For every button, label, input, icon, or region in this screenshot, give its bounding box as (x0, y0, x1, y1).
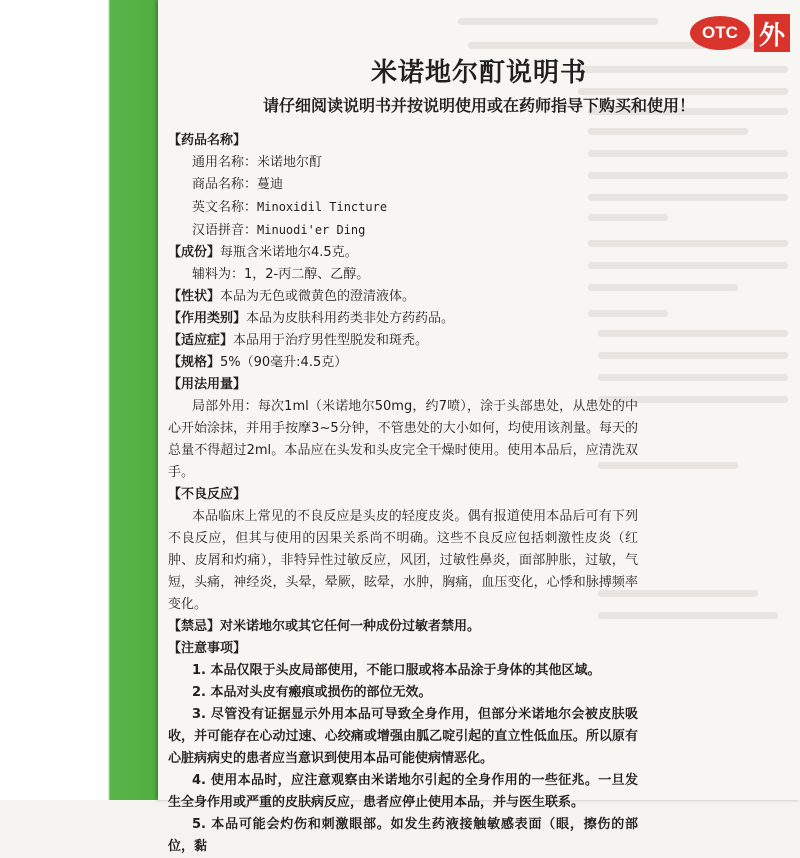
section-category (168, 308, 638, 330)
section-heading-precautions: 【注意事项】 (168, 641, 247, 656)
pinyin-name: Minuodi'er Ding (257, 223, 366, 237)
section-heading-composition: 【成份】 (168, 245, 221, 260)
trade-name: 商品名称：蔓迪 (192, 177, 284, 192)
section-heading-adverse: 【不良反应】 (168, 487, 247, 502)
leaflet-sheet (158, 0, 800, 854)
section-heading-properties: 【性状】 (168, 289, 221, 304)
precaution-item: 4. 使用本品时，应注意观察由米诺地尔引起的全身作用的一些征兆。一旦发生全身作用或严重的皮肤病反应，患者应停止使用本品，并与医生联系。 (168, 773, 638, 810)
category-text: 本品为皮肤科用药类非处方药药品。 (246, 311, 455, 326)
section-heading-dosage: 【用法用量】 (168, 377, 247, 392)
precaution-item: 2. 本品对头皮有瘢痕或损伤的部位无效。 (192, 685, 432, 700)
section-properties (168, 286, 638, 308)
green-side-strip (0, 0, 158, 800)
section-heading-specification: 【规格】 (168, 355, 221, 370)
properties-text: 本品为无色或微黄色的澄清液体。 (220, 289, 416, 304)
section-heading-drug-name: 【药品名称】 (168, 133, 247, 148)
generic-name: 通用名称：米诺地尔酊 (192, 155, 323, 170)
external-use-mark: 外 (754, 14, 790, 52)
precaution-item: 3. 尽管没有证据显示外用本品可导致全身作用，但部分米诺地尔会被皮肤吸收，并可能存在心动过速、心绞痛或增强由胍乙啶引起的直立性低血压。所以原有心脏病病史的患者应当意识到使用本品可能使病情恶化。 (168, 707, 638, 766)
leaflet-content (168, 130, 638, 858)
precaution-item: 1. 本品仅限于头皮局部使用，不能口服或将本品涂于身体的其他区域。 (192, 663, 601, 678)
pinyin-name-row (168, 219, 638, 242)
otc-logo: OTC (690, 16, 750, 50)
section-indications (168, 330, 638, 352)
document-subtitle: 请仔细阅读说明书并按说明使用或在药师指导下购买和使用！ (262, 96, 695, 115)
pinyin-name-label: 汉语拼音： (192, 223, 258, 238)
otc-badge (690, 14, 790, 52)
indications-text: 本品用于治疗男性型脱发和斑秃。 (233, 333, 429, 348)
english-name-label: 英文名称： (192, 200, 258, 215)
section-heading-indications: 【适应症】 (168, 333, 234, 348)
section-contraindications (168, 616, 638, 638)
section-composition (168, 242, 638, 264)
section-heading-contraindications: 【禁忌】 (168, 619, 221, 634)
adverse-text: 本品临床上常见的不良反应是头皮的轻度皮炎。偶有报道使用本品后可有下列不良反应，但其与使用的因果关系尚不明确。这些不良反应包括刺激性皮炎（红肿、皮屑和灼痛），非特异性过敏反应，风团，过敏性鼻炎，面部肿胀，过敏，气短，头痛，神经炎，头晕，晕厥，眩晕，水肿，胸痛，血压变化，心悸和脉搏频率变化。 (168, 509, 638, 612)
specification-text: 5%（90毫升:4.5克） (220, 355, 348, 370)
document-title: 米诺地尔酊说明书 (370, 58, 587, 88)
contraindications-text: 对米诺地尔或其它任何一种成份过敏者禁用。 (220, 619, 481, 634)
english-name-row (168, 196, 638, 219)
english-name: Minoxidil Tincture (257, 200, 388, 214)
section-heading-category: 【作用类别】 (168, 311, 247, 326)
dosage-text: 局部外用：每次1ml（米诺地尔50mg，约7喷），涂于头部患处，从患处的中心开始涂抹，并用手按摩3~5分钟，不管患处的大小如何，均使用该剂量。每天的总量不得超过2ml。本品应在头发和头皮完全干燥时使用。使用本品后，应清洗双手。 (168, 399, 638, 480)
section-specification (168, 352, 638, 374)
composition-text: 每瓶含米诺地尔4.5克。 (220, 245, 358, 260)
precaution-item: 5. 本品可能会灼伤和刺激眼部。如发生药液接触敏感表面（眼，擦伤的部位，黏 (168, 817, 638, 854)
excipients-text: 辅料为：1，2-丙二醇、乙醇。 (192, 267, 370, 282)
